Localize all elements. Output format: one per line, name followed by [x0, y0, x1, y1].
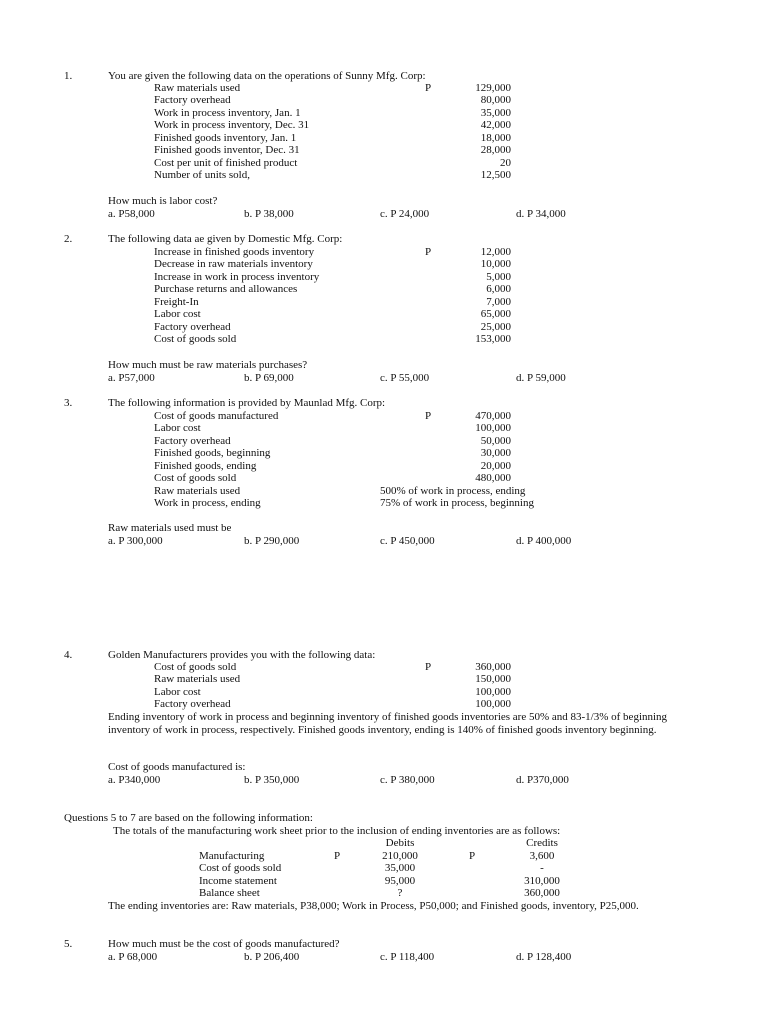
option-d[interactable]: d. P370,000 — [516, 774, 569, 786]
option-d[interactable]: d. P 128,400 — [516, 951, 572, 963]
option-c[interactable]: c. P 450,000 — [380, 535, 435, 547]
row-value: 50,000 — [480, 434, 511, 447]
row-value: 75% of work in process, beginning — [380, 497, 534, 509]
row-value: 100,000 — [475, 698, 511, 711]
row-label: Finished goods inventory, Jan. 1 — [154, 131, 297, 144]
data-row — [0, 422, 768, 435]
question-number: 1. — [64, 70, 73, 82]
row-value: 30,000 — [480, 447, 511, 460]
credit-value: 310,000 — [524, 874, 560, 887]
currency-symbol: P — [469, 850, 476, 862]
row-value: 100,000 — [475, 422, 511, 435]
row-label: Finished goods, ending — [154, 459, 257, 472]
question-intro: Golden Manufacturers provides you with the following data: — [108, 649, 376, 661]
row-value: 25,000 — [480, 320, 511, 333]
row-label: Labor cost — [154, 308, 201, 321]
data-row — [0, 107, 768, 120]
row-value: 100,000 — [475, 685, 511, 698]
worksheet-row — [0, 887, 768, 900]
option-b[interactable]: b. P 290,000 — [244, 535, 300, 547]
row-label: Work in process inventory, Jan. 1 — [154, 106, 301, 119]
row-label: Cost per unit of finished product — [154, 156, 298, 169]
row-value: 129,000 — [475, 82, 511, 94]
q4-paragraph: Ending inventory of work in process and beginning inventory of finished goods inventories are 50% and 83-1/3% of beginning inventory of work in process, respectively. Finished goods inventory, ending is 140% of finished goods inventory beginning. — [108, 711, 668, 736]
option-a[interactable]: a. P 68,000 — [108, 951, 158, 963]
data-row — [0, 698, 768, 711]
ending-inventories: The ending inventories are: Raw materials, P38,000; Work in Process, P50,000; and Finished goods, inventory, P25,000. — [108, 900, 639, 912]
row-value: 500% of work in process, ending — [380, 485, 526, 497]
credit-value: 3,600 — [529, 850, 555, 862]
row-label: Factory overhead — [154, 698, 231, 711]
question-number: 5. — [64, 938, 73, 950]
debit-value: ? — [397, 887, 403, 900]
row-label: Freight-In — [154, 295, 199, 308]
worksheet-label: Income statement — [199, 874, 277, 887]
question-intro: You are given the following data on the operations of Sunny Mfg. Corp: — [108, 70, 426, 82]
row-label: Increase in work in process inventory — [154, 270, 320, 283]
row-label: Labor cost — [154, 685, 201, 698]
row-label: Raw materials used — [154, 485, 241, 497]
debit-value: 210,000 — [382, 850, 418, 862]
question-intro: The following data ae given by Domestic Mfg. Corp: — [108, 233, 343, 245]
data-row — [0, 94, 768, 107]
credits-header: Credits — [526, 837, 558, 849]
currency-symbol: P — [425, 661, 432, 673]
option-c[interactable]: c. P 380,000 — [380, 774, 435, 786]
row-label: Purchase returns and allowances — [154, 283, 298, 296]
data-row — [0, 283, 768, 296]
data-row — [0, 82, 768, 95]
row-value: 80,000 — [480, 94, 511, 107]
currency-symbol: P — [334, 850, 341, 862]
worksheet-label: Balance sheet — [199, 887, 260, 900]
data-row — [0, 144, 768, 157]
data-row — [0, 447, 768, 460]
question-prompt: How much is labor cost? — [108, 195, 218, 207]
data-row — [0, 472, 768, 485]
worksheet-header — [0, 837, 768, 850]
debits-header: Debits — [385, 837, 415, 849]
row-label: Cost of goods sold — [154, 661, 237, 673]
group-intro: The totals of the manufacturing work sheet prior to the inclusion of ending inventories are as follows: — [113, 825, 561, 837]
row-value: 65,000 — [480, 308, 511, 321]
row-label: Raw materials used — [154, 82, 241, 94]
data-row — [0, 661, 768, 674]
question-intro: The following information is provided by Maunlad Mfg. Corp: — [108, 397, 386, 409]
row-value: 28,000 — [480, 144, 511, 157]
row-value: 18,000 — [480, 131, 511, 144]
row-value: 7,000 — [486, 295, 511, 308]
option-c[interactable]: c. P 24,000 — [380, 208, 430, 220]
currency-symbol: P — [425, 82, 432, 94]
debit-value: 95,000 — [384, 874, 416, 887]
credit-value: - — [540, 862, 544, 875]
row-label: Cost of goods manufactured — [154, 410, 279, 422]
data-row — [0, 169, 768, 182]
data-row — [0, 246, 768, 259]
row-label: Decrease in raw materials inventory — [154, 258, 313, 271]
row-value: 12,000 — [480, 246, 511, 258]
worksheet-row — [0, 875, 768, 888]
option-d[interactable]: d. P 34,000 — [516, 208, 566, 220]
option-a[interactable]: a. P57,000 — [108, 372, 155, 384]
row-label: Factory overhead — [154, 320, 231, 333]
data-row — [0, 258, 768, 271]
row-label: Cost of goods sold — [154, 472, 237, 485]
data-row — [0, 296, 768, 309]
row-label: Work in process, ending — [154, 497, 261, 509]
row-value: 150,000 — [475, 673, 511, 686]
option-b[interactable]: b. P 38,000 — [244, 208, 294, 220]
q3-pct-row — [0, 497, 768, 510]
row-label: Number of units sold, — [154, 169, 250, 182]
row-value: 470,000 — [475, 410, 511, 422]
question-number: 4. — [64, 649, 73, 661]
option-d[interactable]: d. P 59,000 — [516, 372, 566, 384]
row-value: 10,000 — [480, 258, 511, 271]
currency-symbol: P — [425, 410, 432, 422]
data-row — [0, 410, 768, 423]
worksheet-label: Cost of goods sold — [199, 862, 282, 875]
data-row — [0, 673, 768, 686]
option-c[interactable]: c. P 55,000 — [380, 372, 430, 384]
data-row — [0, 119, 768, 132]
question-prompt: Raw materials used must be — [108, 522, 232, 534]
question-prompt: How much must be the cost of goods manufactured? — [108, 938, 340, 950]
row-label: Raw materials used — [154, 673, 241, 686]
row-value: 12,500 — [480, 169, 511, 182]
currency-symbol: P — [425, 246, 432, 258]
row-value: 5,000 — [486, 270, 511, 283]
row-label: Finished goods, beginning — [154, 447, 271, 460]
data-row — [0, 308, 768, 321]
option-a[interactable]: a. P340,000 — [108, 774, 161, 786]
row-label: Labor cost — [154, 422, 201, 435]
question-prompt: Cost of goods manufactured is: — [108, 761, 246, 773]
row-label: Cost of goods sold — [154, 333, 237, 346]
row-value: 480,000 — [475, 472, 511, 485]
worksheet-label: Manufacturing — [199, 850, 265, 862]
data-row — [0, 686, 768, 699]
data-row — [0, 157, 768, 170]
row-label: Factory overhead — [154, 94, 231, 107]
option-c[interactable]: c. P 118,400 — [380, 951, 435, 963]
row-label: Increase in finished goods inventory — [154, 246, 315, 258]
worksheet-row — [0, 850, 768, 863]
option-b[interactable]: b. P 206,400 — [244, 951, 300, 963]
row-value: 6,000 — [486, 283, 511, 296]
data-row — [0, 271, 768, 284]
row-value: 35,000 — [480, 106, 511, 119]
option-d[interactable]: d. P 400,000 — [516, 535, 572, 547]
row-value: 360,000 — [475, 661, 511, 673]
debit-value: 35,000 — [384, 862, 416, 875]
data-row — [0, 435, 768, 448]
credit-value: 360,000 — [524, 887, 560, 900]
option-a[interactable]: a. P 300,000 — [108, 535, 163, 547]
question-number: 2. — [64, 233, 73, 245]
option-b[interactable]: b. P 69,000 — [244, 372, 294, 384]
option-b[interactable]: b. P 350,000 — [244, 774, 300, 786]
data-row — [0, 132, 768, 145]
option-a[interactable]: a. P58,000 — [108, 208, 155, 220]
question-prompt: How much must be raw materials purchases? — [108, 359, 308, 371]
question-number: 3. — [64, 397, 73, 409]
row-value: 153,000 — [475, 333, 511, 346]
data-row — [0, 460, 768, 473]
worksheet-row — [0, 862, 768, 875]
row-value: 20 — [500, 156, 511, 169]
group-heading: Questions 5 to 7 are based on the following information: — [64, 812, 313, 824]
row-value: 42,000 — [480, 119, 511, 132]
row-value: 20,000 — [480, 459, 511, 472]
row-label: Work in process inventory, Dec. 31 — [154, 119, 310, 132]
row-label: Factory overhead — [154, 434, 231, 447]
data-row — [0, 321, 768, 334]
row-label: Finished goods inventor, Dec. 31 — [154, 144, 300, 157]
data-row — [0, 333, 768, 346]
